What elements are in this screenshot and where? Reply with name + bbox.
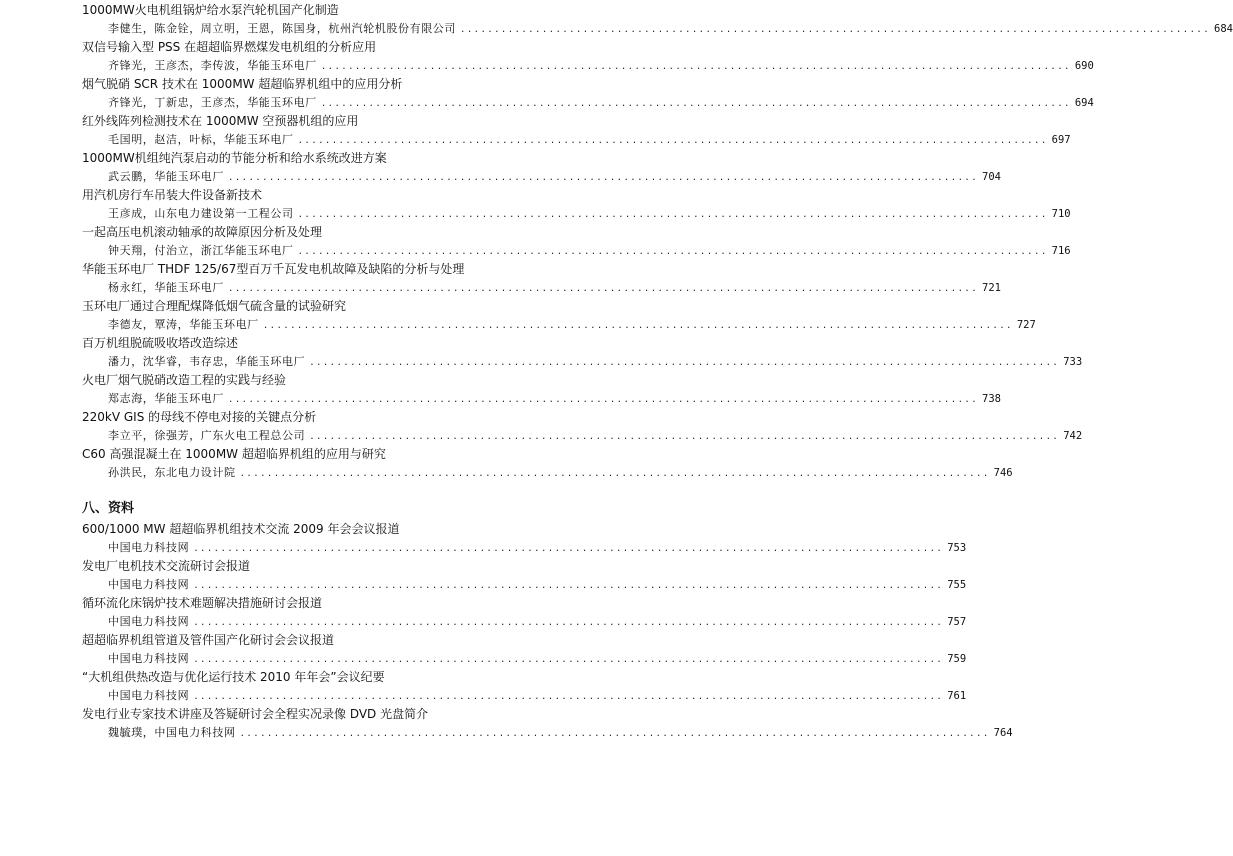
toc-entry-authors: 中国电力科技网	[108, 577, 190, 591]
toc-entry[interactable]	[82, 38, 1094, 75]
toc-entry-title: 发电厂电机技术交流研讨会报道	[82, 559, 251, 573]
toc-entry-page: 694	[1074, 96, 1094, 109]
toc-entry-title: 1000MW火电机组锅炉给水泵汽轮机国产化制造	[82, 3, 339, 17]
toc-entry-page: 738	[982, 392, 1001, 405]
toc-entry-page: 757	[947, 615, 967, 628]
dot-leader: ..............................................................................................................	[309, 431, 1060, 442]
dot-leader: ..............................................................................................................	[193, 580, 944, 591]
toc-entry-page: 733	[1063, 355, 1083, 368]
toc-entry-authors: 杨永红，华能玉环电厂	[108, 280, 224, 294]
dot-leader: ..............................................................................................................	[239, 468, 990, 479]
toc-entry-authors: 钟天翔，付治立，浙江华能玉环电厂	[108, 243, 294, 257]
toc-entry-authors: 毛国明，赵洁，叶标，华能玉环电厂	[108, 132, 294, 146]
toc-entry[interactable]	[82, 594, 967, 631]
toc-entry-authors: 孙洪民，东北电力设计院	[108, 465, 236, 479]
toc-entry-title: 超超临界机组管道及管件国产化研讨会会议报道	[82, 633, 335, 647]
toc-entry-title: 循环流化床锅炉技术难题解决措施研讨会报道	[82, 596, 323, 610]
dot-leader: ..............................................................................................................	[193, 617, 944, 628]
toc-entry[interactable]	[82, 260, 1001, 297]
dot-leader: ..............................................................................................................	[320, 98, 1071, 109]
toc-entry-page: 721	[982, 281, 1001, 294]
toc-entry[interactable]	[82, 631, 967, 668]
toc-entry-page: 704	[982, 170, 1001, 183]
toc-list-section8	[0, 520, 1013, 742]
dot-leader: ..............................................................................................................	[262, 320, 1013, 331]
dot-leader: ..............................................................................................................	[228, 394, 979, 405]
toc-entry-authors: 郑志海，华能玉环电厂	[108, 391, 224, 405]
toc-entry-authors: 潘力，沈华睿，韦存忠，华能玉环电厂	[108, 354, 306, 368]
toc-entry-authors: 中国电力科技网	[108, 614, 190, 628]
dot-leader: ..............................................................................................................	[193, 543, 944, 554]
toc-entry[interactable]	[82, 297, 1036, 334]
toc-entry-page: 764	[993, 726, 1013, 739]
toc-entry-title: 玉环电厂通过合理配煤降低烟气硫含量的试验研究	[82, 299, 347, 313]
toc-entry-authors: 王彦成，山东电力建设第一工程公司	[108, 206, 294, 220]
toc-entry-page: 755	[947, 578, 967, 591]
toc-entry[interactable]	[82, 149, 1001, 186]
toc-entry[interactable]	[82, 445, 1013, 482]
dot-leader: ..............................................................................................................	[297, 209, 1048, 220]
toc-entry[interactable]	[82, 705, 1013, 742]
dot-leader: ..............................................................................................................	[460, 24, 1211, 35]
toc-entry-page: 753	[947, 541, 967, 554]
section-heading: 八、资料	[82, 501, 135, 516]
toc-entry-page: 697	[1051, 133, 1071, 146]
toc-entry-authors: 李德友，覃涛，华能玉环电厂	[108, 317, 259, 331]
toc-entry-title: 火电厂烟气脱硝改造工程的实践与经验	[82, 373, 287, 387]
toc-entry-title: 红外线阵列检测技术在 1000MW 空预器机组的应用	[82, 114, 359, 128]
toc-entry[interactable]	[82, 223, 1071, 260]
toc-entry[interactable]	[82, 408, 1083, 445]
dot-leader: ..............................................................................................................	[239, 728, 990, 739]
dot-leader: ..............................................................................................................	[297, 135, 1048, 146]
toc-entry[interactable]	[82, 668, 967, 705]
toc-entry[interactable]	[82, 112, 1071, 149]
dot-leader: ..............................................................................................................	[193, 654, 944, 665]
toc-entry-page: 759	[947, 652, 967, 665]
toc-entry[interactable]	[82, 371, 1001, 408]
toc-entry-title: 600/1000 MW 超超临界机组技术交流 2009 年会会议报道	[82, 522, 400, 536]
toc-entry-page: 710	[1051, 207, 1071, 220]
toc-list-part1	[0, 1, 1233, 482]
dot-leader: ..............................................................................................................	[228, 172, 979, 183]
dot-leader: ..............................................................................................................	[320, 61, 1071, 72]
toc-entry[interactable]	[82, 520, 967, 557]
toc-entry-title: 220kV GIS 的母线不停电对接的关键点分析	[82, 410, 317, 424]
toc-entry-title: C60 高强混凝土在 1000MW 超超临界机组的应用与研究	[82, 447, 386, 461]
toc-entry-authors: 中国电力科技网	[108, 688, 190, 702]
toc-entry-authors: 李健生，陈金铨，周立明，王恩，陈国身，杭州汽轮机股份有限公司	[108, 21, 456, 35]
toc-entry-page: 690	[1074, 59, 1094, 72]
toc-entry-page: 684	[1214, 22, 1233, 35]
toc-entry[interactable]	[82, 186, 1071, 223]
toc-entry-page: 716	[1051, 244, 1071, 257]
toc-entry[interactable]	[82, 334, 1083, 371]
dot-leader: ..............................................................................................................	[193, 691, 944, 702]
toc-entry-page: 761	[947, 689, 967, 702]
dot-leader: ..............................................................................................................	[228, 283, 979, 294]
toc-entry[interactable]	[82, 1, 1233, 38]
toc-entry-authors: 中国电力科技网	[108, 540, 190, 554]
toc-entry-title: “大机组供热改造与优化运行技术 2010 年年会”会议纪要	[82, 670, 385, 684]
toc-entry-page: 727	[1016, 318, 1036, 331]
toc-entry-page: 746	[993, 466, 1013, 479]
toc-entry-title: 发电行业专家技术讲座及答疑研讨会全程实况录像 DVD 光盘简介	[82, 707, 429, 721]
toc-entry-title: 百万机组脱硫吸收塔改造综述	[82, 336, 239, 350]
toc-entry-authors: 齐锋光，王彦杰，李传波，华能玉环电厂	[108, 58, 317, 72]
toc-entry-title: 华能玉环电厂 THDF 125/67型百万千瓦发电机故障及缺陷的分析与处理	[82, 262, 465, 276]
toc-entry-authors: 魏毓璞，中国电力科技网	[108, 725, 236, 739]
toc-entry-page: 742	[1063, 429, 1083, 442]
toc-entry-authors: 中国电力科技网	[108, 651, 190, 665]
dot-leader: ..............................................................................................................	[309, 357, 1060, 368]
toc-entry-title: 双信号输入型 PSS 在超超临界燃煤发电机组的分析应用	[82, 40, 377, 54]
toc-entry-title: 用汽机房行车吊装大件设备新技术	[82, 188, 263, 202]
toc-entry-authors: 李立平，徐强芳，广东火电工程总公司	[108, 428, 306, 442]
toc-entry-title: 一起高压电机滚动轴承的故障原因分析及处理	[82, 225, 323, 239]
toc-entry-authors: 武云鹏，华能玉环电厂	[108, 169, 224, 183]
toc-entry[interactable]	[82, 75, 1094, 112]
toc-entry-title: 烟气脱硝 SCR 技术在 1000MW 超超临界机组中的应用分析	[82, 77, 403, 91]
dot-leader: ..............................................................................................................	[297, 246, 1048, 257]
toc-entry-authors: 齐锋光，丁新忠，王彦杰，华能玉环电厂	[108, 95, 317, 109]
toc-entry-title: 1000MW机组纯汽泵启动的节能分析和给水系统改进方案	[82, 151, 387, 165]
toc-entry[interactable]	[82, 557, 967, 594]
